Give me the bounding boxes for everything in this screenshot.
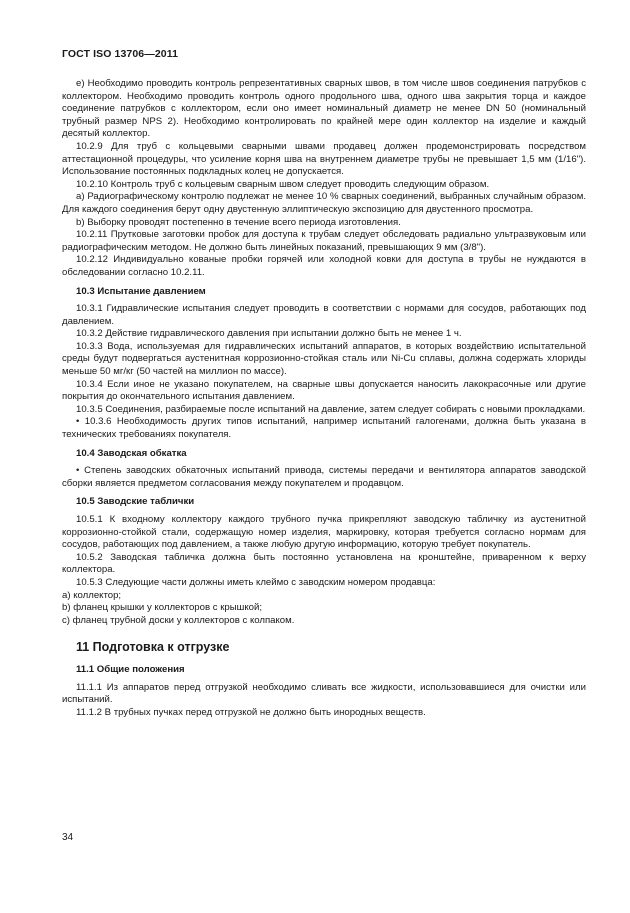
section-heading-10-5: 10.5 Заводские таблички — [76, 496, 195, 508]
paragraph-10-5-2: 10.5.2 Заводская табличка должна быть постоянно установлена на кронштейне, приваренном к верху коллектора. — [62, 551, 586, 576]
paragraph-10-3-5: 10.3.5 Соединения, разбираемые после испытаний на давление, затем следует собирать с новыми прокладками. — [76, 403, 586, 415]
paragraph-10-3-1: 10.3.1 Гидравлические испытания следует проводить в соответствии с нормами для сосудов, работающих под давлением. — [62, 303, 586, 327]
document-page — [62, 0, 586, 913]
section-heading-10-4: 10.4 Заводская обкатка — [76, 447, 187, 459]
paragraph-10-3-3: 10.3.3 Вода, используемая для гидравлических испытаний аппаратов, в которых воздействию испытательной среды будут подвергаться аустенитная коррозионно-стойкая сталь или Ni-Cu сплавы, должна содержать хлориды меньше 50 мг/кг (50 частей на миллион по массе). — [62, 340, 586, 378]
paragraph-10-3-2: 10.3.2 Действие гидравлического давления при испытании должно быть не менее 1 ч. — [76, 328, 462, 340]
document-body — [62, 78, 586, 719]
paragraph-10-2-10-b: b) Выборку проводят постепенно в течение всего периода изготовления. — [76, 216, 401, 228]
page-number: 34 — [62, 832, 74, 843]
paragraph-10-2-12: 10.2.12 Индивидуально кованые пробки горячей или холодной ковки для доступа в трубы не нуждаются в обследовании согласно 10.2.11. — [62, 254, 586, 278]
paragraph-10-2-11: 10.2.11 Прутковые заготовки пробок для доступа к трубам следует обследовать радиально ультразвуковым или радиографическим методом. Не должно быть линейных показаний, превышающих 9 мм (3/8"). — [62, 229, 586, 253]
paragraph-10-5-3: 10.5.3 Следующие части должны иметь клеймо с заводским номером продавца: — [76, 576, 436, 588]
paragraph-10-2-10-a: а) Радиографическому контролю подлежат не менее 10 % сварных соединений, выбранных случайным образом. Для каждого соединения берут одну двустенную эллиптическую экспозицию для двустенного просмотра. — [62, 191, 586, 215]
paragraph-11-1-1: 11.1.1 Из аппаратов перед отгрузкой необходимо сливать все жидкости, использовавшиеся для очистки или испытаний. — [62, 681, 586, 706]
paragraph-10-3-4: 10.3.4 Если иное не указано покупателем, на сварные швы допускается наносить лакокрасочные или другие покрытия до окончательного испытания давлением. — [62, 378, 586, 403]
paragraph-10-4: • Степень заводских обкаточных испытаний привода, системы передачи и вентилятора аппаратов заводской сборки является предметом согласования между покупателем и продавцом. — [62, 465, 586, 489]
paragraph-e: е) Необходимо проводить контроль репрезентативных сварных швов, в том числе швов соединения патрубков с коллектором. Необходимо проводить контроль одного продольного шва, одного шва закрытия торца и каждое соединение патрубков с коллектором, если оно имеет номинальный диаметр не менее DN 50 (номинальный трубный размер NPS 2). Необходимо контролировать по крайней мере один коллектор на изделие и каждый десятый коллектор. — [62, 78, 586, 140]
standard-designation: ГОСТ ISO 13706—2011 — [62, 48, 179, 60]
list-item-b: b) фланец крышки у коллекторов с крышкой; — [62, 602, 262, 614]
paragraph-11-1-2: 11.1.2 В трубных пучках перед отгрузкой не должно быть инородных веществ. — [76, 706, 426, 718]
list-item-c: c) фланец трубной доски у коллекторов с колпаком. — [62, 614, 295, 626]
section-heading-10-3: 10.3 Испытание давлением — [76, 285, 206, 297]
section-heading-11-1: 11.1 Общие положения — [76, 663, 185, 675]
chapter-heading-11: 11 Подготовка к отгрузке — [76, 640, 230, 655]
paragraph-10-5-1: 10.5.1 К входному коллектору каждого трубного пучка прикрепляют заводскую табличку из аустенитной коррозионно-стойкой стали, содержащую номер изделия, маркировку, которая требуется согласно нормам для сосудов, работающих под давлением, а также любую другую информацию, которую требует покупатель. — [62, 514, 586, 551]
paragraph-10-2-9: 10.2.9 Для труб с кольцевыми сварными швами продавец должен продемонстрировать посредством аттестационной процедуры, что усиление корня шва на внутреннем диаметре трубы не превышает 1,5 мм (1/16"). Использование постоянных подкладных колец не допускается. — [62, 140, 586, 178]
paragraph-10-3-6: • 10.3.6 Необходимость других типов испытаний, например испытаний галогенами, должна быть указана в технических требованиях покупателя. — [62, 416, 586, 441]
paragraph-10-2-10: 10.2.10 Контроль труб с кольцевым сварным швом следует проводить следующим образом. — [76, 178, 490, 190]
list-item-a: а) коллектор; — [62, 589, 122, 601]
